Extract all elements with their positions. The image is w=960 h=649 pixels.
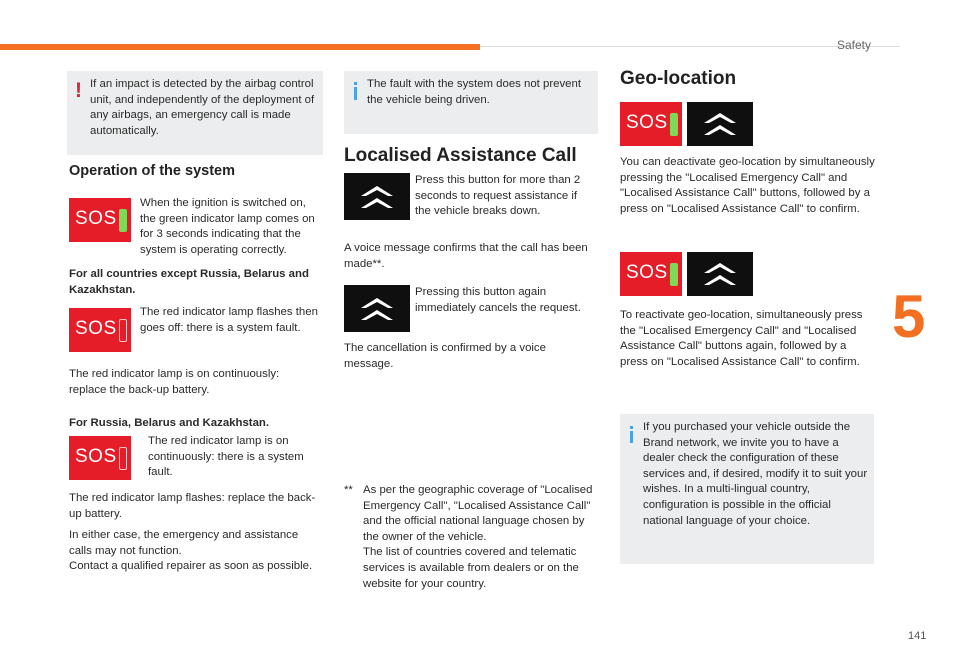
green-lamp-icon — [119, 209, 127, 232]
green-lamp-icon — [670, 113, 678, 136]
warning-note-text: If an impact is detected by the airbag control unit, and independently of the deployment of any airbags, an emergency call is made automatically. — [90, 78, 315, 137]
sos-label: SOS — [75, 318, 117, 339]
info-note-text: The fault with the system does not prevent the vehicle being driven. — [367, 78, 582, 106]
double-chevron-icon — [702, 261, 738, 287]
sos-label: SOS — [75, 208, 117, 229]
section-heading-assistance: Localised Assistance Call — [344, 145, 577, 166]
section-title: Safety — [837, 38, 872, 52]
sos-button-red-lamp-on — [69, 436, 131, 480]
double-chevron-icon — [702, 111, 738, 137]
on-continuously-paragraph: The red indicator lamp is on continuously: there is a system fault. — [148, 435, 304, 479]
ignition-paragraph: When the ignition is switched on, the green indicator lamp comes on for 3 seconds indicating that the system is operating correctly. — [140, 197, 315, 256]
footnote-line-list: The list of countries covered and telematic services is available from dealers or on the website for your country. — [363, 546, 579, 590]
contact-line: Contact a qualified repairer as soon as possible. — [69, 560, 313, 573]
sos-label: SOS — [626, 262, 668, 283]
page-number: 141 — [908, 630, 927, 642]
info-icon — [630, 431, 633, 443]
continuous-paragraph: The red indicator lamp is on continuously: replace the back-up battery. — [69, 368, 280, 396]
assistance-call-button-again — [344, 285, 410, 332]
cancellation-paragraph: The cancellation is confirmed by a voice message. — [344, 342, 546, 370]
double-chevron-icon — [359, 296, 395, 322]
red-lamp-icon — [119, 319, 127, 342]
chapter-number: 5 — [892, 283, 926, 350]
section-heading-geolocation: Geo-location — [620, 68, 737, 89]
assistance-call-button — [344, 173, 410, 220]
footnote-line-coverage: As per the geographic coverage of "Localised Emergency Call", "Localised Assistance Call" and the official national language chosen by the owner of the vehicle. — [363, 484, 593, 543]
green-lamp-icon — [670, 263, 678, 286]
footnote-text — [363, 483, 595, 592]
flashes-paragraph: The red indicator lamp flashes then goes off: there is a system fault. — [140, 306, 318, 334]
info-icon — [354, 87, 357, 100]
info-note-brand-network — [620, 414, 874, 564]
sos-button-geo-1 — [620, 102, 682, 146]
reactivate-paragraph: To reactivate geo-location, simultaneously press the "Localised Emergency Call" and "Localised Assistance Call" buttons again, followed by a press on "Localised Assistance Call" to confirm. — [620, 309, 863, 368]
either-case-line: In either case, the emergency and assistance calls may not function. — [69, 529, 299, 557]
flashes-battery-paragraph: The red indicator lamp flashes: replace the back-up battery. — [69, 492, 316, 520]
info-note-fault — [344, 71, 598, 134]
warning-note — [67, 71, 323, 155]
sos-label: SOS — [626, 112, 668, 133]
assistance-button-geo-2 — [687, 252, 753, 296]
press-button-paragraph: Press this button for more than 2 seconds to request assistance if the vehicle breaks down. — [415, 174, 581, 218]
voice-message-paragraph: A voice message confirms that the call has been made**. — [344, 242, 588, 270]
sos-button-geo-2 — [620, 252, 682, 296]
sos-button-red-lamp-flashing — [69, 308, 131, 352]
section-heading-operation: Operation of the system — [69, 163, 235, 179]
sos-button-green-lamp — [69, 198, 131, 242]
info-note-text: If you purchased your vehicle outside the Brand network, we invite you to have a dealer check the configuration of these services and, if desired, modify it to suit your wishes. In a multi-lingual country, configuration is possible in the official national language of your choice. — [643, 421, 868, 527]
deactivate-paragraph: You can deactivate geo-location by simultaneously pressing the "Localised Emergency Call" and "Localised Assistance Call" buttons, followed by a press on "Localised Assistance Call" to confirm. — [620, 156, 875, 215]
footnote-mark: ** — [344, 484, 353, 496]
red-lamp-icon — [119, 447, 127, 470]
either-case-paragraph — [69, 528, 323, 575]
warning-icon: ! — [75, 79, 82, 102]
sos-label: SOS — [75, 446, 117, 467]
press-again-paragraph: Pressing this button again immediately cancels the request. — [415, 286, 581, 314]
russia-heading: For Russia, Belarus and Kazakhstan. — [69, 417, 270, 429]
header-accent-bar — [0, 44, 480, 50]
double-chevron-icon — [359, 184, 395, 210]
except-countries-heading: For all countries except Russia, Belarus and Kazakhstan. — [69, 268, 309, 296]
assistance-button-geo-1 — [687, 102, 753, 146]
